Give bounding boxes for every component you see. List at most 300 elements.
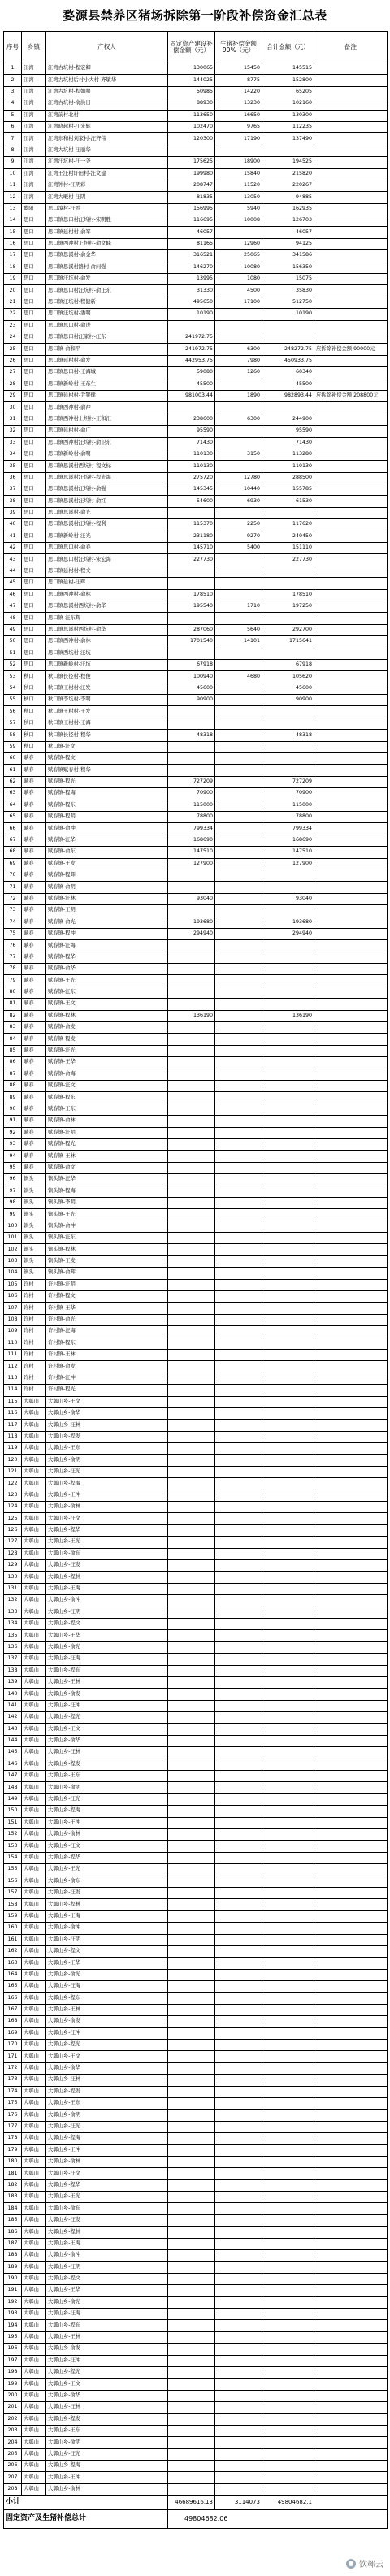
table-row: [4, 157, 388, 168]
cell-name: 思口镇延村村-尹警健: [46, 390, 168, 401]
cell-town: 大鄣山: [22, 1641, 46, 1653]
cell-note: [314, 250, 388, 262]
cell-town: 江湾: [22, 180, 46, 191]
cell-name: 大鄣山乡-俞冲: [46, 2250, 168, 2262]
cell-pig: [215, 1923, 262, 1934]
cell-no: 120: [4, 1455, 22, 1466]
cell-fixed: [168, 1034, 215, 1045]
cell-note: [314, 1524, 388, 1536]
cell-note: [314, 1174, 388, 1186]
table-row: [4, 2227, 388, 2238]
cell-town: 赋春: [22, 917, 46, 928]
cell-total: [262, 1641, 314, 1653]
cell-note: [314, 1747, 388, 1759]
cell-no: 198: [4, 2366, 22, 2378]
cell-total: [262, 402, 314, 414]
cell-no: 19: [4, 274, 22, 285]
cell-name: 赋春镇-汪林: [46, 893, 168, 904]
cell-name: 赋春镇-汪光: [46, 1045, 168, 1056]
cell-name: 江湾晓起村-江光辉: [46, 121, 168, 132]
cell-pig: [215, 1138, 262, 1150]
cell-fixed: [168, 2344, 215, 2355]
cell-pig: [215, 332, 262, 343]
cell-fixed: [168, 1186, 215, 1197]
cell-town: 赋春: [22, 1010, 46, 1021]
cell-name: 大鄣山乡-王冲: [46, 2472, 168, 2483]
cell-pig: [215, 718, 262, 729]
cell-fixed: [168, 1934, 215, 1945]
header-fixed: 固定资产建设补偿金额（元）: [168, 32, 215, 63]
cell-name: 思口镇西冲村-俞林: [46, 636, 168, 648]
cell-name: 镇头镇-俞辉: [46, 1268, 168, 1279]
cell-name: 江湾古坑村-程如明: [46, 86, 168, 98]
cell-town: 大鄣山: [22, 2110, 46, 2121]
table-row: [4, 121, 388, 132]
cell-no: 150: [4, 1806, 22, 1817]
cell-fixed: [168, 2179, 215, 2191]
cell-no: 61: [4, 765, 22, 776]
cell-pig: 17190: [215, 133, 262, 145]
cell-pig: 2250: [215, 519, 262, 531]
cell-no: 21: [4, 297, 22, 308]
cell-note: [314, 1326, 388, 1338]
cell-note: [314, 1151, 388, 1162]
cell-total: [262, 1255, 314, 1267]
cell-no: 135: [4, 1630, 22, 1641]
table-row: [4, 671, 388, 683]
cell-total: [262, 1724, 314, 1735]
table-row: [4, 2016, 388, 2027]
cell-pig: [215, 1981, 262, 1993]
table-row: [4, 414, 388, 425]
cell-town: 赋春: [22, 1116, 46, 1127]
cell-no: 109: [4, 1326, 22, 1338]
table-row: [4, 1724, 388, 1735]
cell-no: 154: [4, 1852, 22, 1863]
table-row: [4, 297, 388, 308]
cell-name: 大鄣山乡-王东: [46, 1771, 168, 1782]
cell-pig: [215, 741, 262, 752]
cell-no: 92: [4, 1127, 22, 1138]
table-row: [4, 952, 388, 963]
cell-name: 赋春镇-程东: [46, 1092, 168, 1104]
cell-name: 大鄣山乡-汪海: [46, 1654, 168, 1665]
cell-total: [262, 1513, 314, 1524]
cell-note: [314, 1793, 388, 1805]
cell-note: [314, 1583, 388, 1594]
cell-note: [314, 461, 388, 472]
cell-total: 450933.75: [262, 355, 314, 366]
cell-no: 158: [4, 1899, 22, 1910]
cell-no: 64: [4, 800, 22, 811]
cell-no: 12: [4, 192, 22, 203]
cell-fixed: 130065: [168, 63, 215, 75]
cell-pig: [215, 683, 262, 694]
cell-fixed: [168, 1490, 215, 1501]
table-row: [4, 344, 388, 355]
cell-town: 大鄣山: [22, 1724, 46, 1735]
cell-no: 148: [4, 1782, 22, 1793]
table-row: [4, 1676, 388, 1688]
cell-note: [314, 964, 388, 975]
cell-no: 87: [4, 1069, 22, 1080]
cell-no: 119: [4, 1443, 22, 1455]
cell-town: 赋春: [22, 975, 46, 987]
cell-note: [314, 683, 388, 694]
cell-name: 大鄣山乡-王海: [46, 2238, 168, 2249]
cell-town: 许村: [22, 1303, 46, 1314]
cell-note: [314, 1349, 388, 1360]
cell-fixed: [168, 753, 215, 765]
cell-total: [262, 2097, 314, 2109]
cell-name: 江湾大畈村-汪阴: [46, 192, 168, 203]
cell-town: 思口: [22, 250, 46, 262]
table-row: [4, 1817, 388, 1828]
cell-no: 134: [4, 1618, 22, 1629]
table-row: [4, 2179, 388, 2191]
cell-pig: [215, 2203, 262, 2214]
cell-fixed: [168, 1326, 215, 1338]
cell-pig: 10080: [215, 262, 262, 273]
table-row: [4, 847, 388, 858]
cell-town: 大鄣山: [22, 1524, 46, 1536]
cell-name: 大鄣山乡-汪明: [46, 1607, 168, 1618]
cell-no: 189: [4, 2262, 22, 2273]
cell-fixed: [168, 578, 215, 589]
table-row: [4, 928, 388, 939]
table-row: [4, 1700, 388, 1711]
cell-no: 47: [4, 601, 22, 612]
cell-total: 94885: [262, 192, 314, 203]
cell-note: [314, 718, 388, 729]
cell-town: 赋春: [22, 858, 46, 870]
cell-pig: [215, 1771, 262, 1782]
cell-name: 大鄣山乡-王文: [46, 1396, 168, 1407]
cell-town: 大鄣山: [22, 2168, 46, 2179]
cell-no: 1: [4, 63, 22, 75]
cell-town: 大鄣山: [22, 2075, 46, 2086]
cell-name: 思口镇思口村-俞春: [46, 543, 168, 554]
cell-total: [262, 2285, 314, 2296]
cell-total: [262, 1923, 314, 1934]
cell-no: 194: [4, 2320, 22, 2331]
cell-name: 大鄣山乡-汪文: [46, 1841, 168, 1852]
table-row: [4, 1910, 388, 1922]
cell-total: 113280: [262, 449, 314, 460]
cell-pig: [215, 964, 262, 975]
cell-pig: [215, 309, 262, 320]
cell-note: [314, 2097, 388, 2109]
cell-pig: [215, 1910, 262, 1922]
cell-fixed: 78800: [168, 812, 215, 823]
cell-name: 大鄣山乡-王海: [46, 1583, 168, 1594]
cell-pig: [215, 2040, 262, 2051]
cell-note: [314, 858, 388, 870]
cell-total: [262, 1747, 314, 1759]
cell-pig: [215, 1420, 262, 1431]
cell-total: 799334: [262, 823, 314, 835]
table-row: [4, 367, 388, 379]
cell-no: 69: [4, 858, 22, 870]
cell-note: [314, 1255, 388, 1267]
cell-name: 大鄣山乡-王文: [46, 2051, 168, 2062]
cell-total: 10190: [262, 309, 314, 320]
cell-fixed: 67918: [168, 659, 215, 670]
cell-town: 大鄣山: [22, 1583, 46, 1594]
cell-fixed: [168, 1127, 215, 1138]
cell-pig: [215, 2027, 262, 2039]
cell-town: 秋口: [22, 718, 46, 729]
table-row: [4, 1864, 388, 1876]
cell-note: [314, 98, 388, 110]
cell-fixed: [168, 1385, 215, 1396]
subtotal-label: 小计: [4, 2496, 168, 2510]
cell-fixed: [168, 2331, 215, 2343]
cell-note: [314, 379, 388, 390]
cell-no: 60: [4, 753, 22, 765]
cell-pig: [215, 1583, 262, 1594]
cell-pig: [215, 227, 262, 238]
table-row: [4, 2390, 388, 2401]
cell-total: 288500: [262, 472, 314, 484]
cell-note: [314, 1407, 388, 1419]
cell-total: [262, 1069, 314, 1080]
table-row: [4, 2344, 388, 2355]
cell-no: 85: [4, 1045, 22, 1056]
cell-name: 赋春镇-王华: [46, 1057, 168, 1069]
cell-note: [314, 1396, 388, 1407]
cell-town: 赋春: [22, 765, 46, 776]
cell-total: [262, 566, 314, 577]
cell-fixed: [168, 2402, 215, 2413]
cell-name: 大鄣山乡-俞林: [46, 2483, 168, 2495]
cell-name: 大鄣山乡-俞东: [46, 1548, 168, 1559]
cell-no: 143: [4, 1724, 22, 1735]
cell-total: [262, 1407, 314, 1419]
table-row: [4, 1373, 388, 1384]
cell-fixed: [168, 1747, 215, 1759]
cell-fixed: [168, 2110, 215, 2121]
cell-name: 大鄣山乡-俞东: [46, 2203, 168, 2214]
cell-note: [314, 2402, 388, 2413]
table-row: [4, 1349, 388, 1360]
cell-fixed: [168, 2168, 215, 2179]
table-row: [4, 250, 388, 262]
cell-town: 赋春: [22, 1022, 46, 1034]
table-row: [4, 2121, 388, 2132]
table-row: [4, 1934, 388, 1945]
cell-total: [262, 1338, 314, 1349]
cell-name: 大鄣山乡-俞东: [46, 1876, 168, 1887]
table-row: [4, 870, 388, 881]
cell-town: 大鄣山: [22, 1969, 46, 1980]
cell-note: [314, 1221, 388, 1232]
cell-total: 248272.75: [262, 344, 314, 355]
cell-town: 江湾: [22, 145, 46, 156]
cell-name: 秋口镇王村村-王发: [46, 706, 168, 718]
cell-no: 84: [4, 1034, 22, 1045]
table-row: [4, 1548, 388, 1559]
cell-fixed: [168, 1923, 215, 1934]
cell-total: 48318: [262, 730, 314, 741]
cell-town: 思口: [22, 624, 46, 635]
cell-no: 192: [4, 2296, 22, 2308]
cell-pig: [215, 2331, 262, 2343]
cell-town: 许村: [22, 1338, 46, 1349]
cell-note: [314, 507, 388, 518]
cell-note: [314, 110, 388, 121]
cell-town: 江湾: [22, 98, 46, 110]
cell-town: 思口: [22, 297, 46, 308]
table-row: [4, 180, 388, 191]
cell-fixed: 147510: [168, 847, 215, 858]
cell-fixed: [168, 1910, 215, 1922]
cell-note: [314, 1735, 388, 1746]
cell-no: 149: [4, 1793, 22, 1805]
cell-no: 173: [4, 2075, 22, 2086]
cell-fixed: [168, 1080, 215, 1091]
cell-no: 74: [4, 917, 22, 928]
cell-town: 赋春: [22, 776, 46, 787]
cell-no: 90: [4, 1104, 22, 1115]
cell-note: [314, 2227, 388, 2238]
cell-fixed: 48318: [168, 730, 215, 741]
cell-note: [314, 1314, 388, 1325]
cell-fixed: [168, 870, 215, 881]
cell-no: 162: [4, 1945, 22, 1957]
cell-town: 大鄣山: [22, 2086, 46, 2097]
cell-fixed: 93040: [168, 893, 215, 904]
cell-name: 大鄣山乡-汪冲: [46, 2355, 168, 2366]
cell-fixed: [168, 2027, 215, 2039]
cell-note: [314, 2110, 388, 2121]
cell-note: [314, 2250, 388, 2262]
cell-note: [314, 2203, 388, 2214]
cell-no: 186: [4, 2227, 22, 2238]
table-row: [4, 1279, 388, 1290]
cell-pig: [215, 659, 262, 670]
cell-total: 137490: [262, 133, 314, 145]
cell-no: 81: [4, 999, 22, 1010]
table-row: [4, 332, 388, 343]
cell-name: 秋口镇李坑村-李明: [46, 695, 168, 706]
cell-total: [262, 1548, 314, 1559]
cell-total: 227730: [262, 554, 314, 566]
cell-pig: [215, 320, 262, 332]
cell-name: 思口镇思口村-王海城: [46, 367, 168, 379]
cell-name: 大鄣山乡-程华: [46, 1852, 168, 1863]
cell-town: 江湾: [22, 121, 46, 132]
cell-name: 大鄣山乡-程林: [46, 1899, 168, 1910]
cell-total: [262, 1197, 314, 1208]
table-row: [4, 1782, 388, 1793]
cell-town: 镇头: [22, 1197, 46, 1208]
table-row: [4, 309, 388, 320]
cell-total: 60340: [262, 367, 314, 379]
cell-pig: [215, 952, 262, 963]
cell-name: 赋春镇-俞东: [46, 847, 168, 858]
cell-town: 赋春: [22, 870, 46, 881]
cell-total: [262, 1138, 314, 1150]
cell-town: 秋口: [22, 695, 46, 706]
cell-pig: 14220: [215, 86, 262, 98]
cell-fixed: [168, 1630, 215, 1641]
cell-fixed: 127900: [168, 858, 215, 870]
cell-total: [262, 999, 314, 1010]
cell-name: 大鄣山乡-俞林: [46, 1828, 168, 1840]
cell-name: 大鄣山乡-汪文: [46, 1513, 168, 1524]
cell-name: 许村镇-汪海: [46, 1326, 168, 1338]
cell-name: 思口镇汪坑村-程健新: [46, 297, 168, 308]
cell-pig: [215, 1689, 262, 1700]
cell-total: [262, 507, 314, 518]
cell-pig: [215, 1560, 262, 1572]
cell-town: 大鄣山: [22, 1665, 46, 1676]
cell-note: [314, 1841, 388, 1852]
cell-town: 赋春: [22, 753, 46, 765]
cell-fixed: [168, 1958, 215, 1969]
table-row: [4, 461, 388, 472]
cell-note: [314, 1303, 388, 1314]
cell-fixed: [168, 1279, 215, 1290]
table-row: [4, 2355, 388, 2366]
table-row: [4, 999, 388, 1010]
cell-fixed: [168, 1092, 215, 1104]
cell-fixed: [168, 1560, 215, 1572]
cell-fixed: [168, 999, 215, 1010]
cell-town: 赋春: [22, 987, 46, 998]
cell-fixed: [168, 507, 215, 518]
cell-total: [262, 320, 314, 332]
cell-note: [314, 730, 388, 741]
cell-town: 许村: [22, 1385, 46, 1396]
cell-total: 136190: [262, 1010, 314, 1021]
cell-total: [262, 1771, 314, 1782]
table-row: [4, 1981, 388, 1993]
cell-pig: [215, 823, 262, 835]
cell-pig: 4500: [215, 285, 262, 297]
cell-total: [262, 1233, 314, 1244]
cell-note: [314, 1138, 388, 1150]
table-row: [4, 1244, 388, 1255]
cell-no: 59: [4, 741, 22, 752]
cell-note: [314, 2168, 388, 2179]
cell-name: 赋春镇-俞发: [46, 1022, 168, 1034]
cell-total: [262, 940, 314, 952]
table-row: [4, 2075, 388, 2086]
cell-note: [314, 917, 388, 928]
cell-no: 51: [4, 648, 22, 659]
cell-town: 大鄣山: [22, 2309, 46, 2320]
cell-pig: 17100: [215, 297, 262, 308]
table-row: [4, 1338, 388, 1349]
cell-total: [262, 1361, 314, 1373]
cell-name: 大鄣山乡-王东: [46, 2097, 168, 2109]
cell-fixed: [168, 2390, 215, 2401]
cell-note: [314, 1993, 388, 2004]
cell-name: 思口镇汪坑村-潘明: [46, 309, 168, 320]
cell-no: 2: [4, 75, 22, 86]
cell-no: 52: [4, 659, 22, 670]
cell-name: 大鄣山乡-汪发: [46, 1887, 168, 1898]
cell-total: [262, 1887, 314, 1898]
cell-name: 大鄣山乡-俞明: [46, 2110, 168, 2121]
cell-total: 95590: [262, 426, 314, 437]
cell-name: 江湾前村北村: [46, 110, 168, 121]
cell-fixed: 175625: [168, 157, 215, 168]
cell-note: [314, 2448, 388, 2460]
cell-town: 大鄣山: [22, 1654, 46, 1665]
